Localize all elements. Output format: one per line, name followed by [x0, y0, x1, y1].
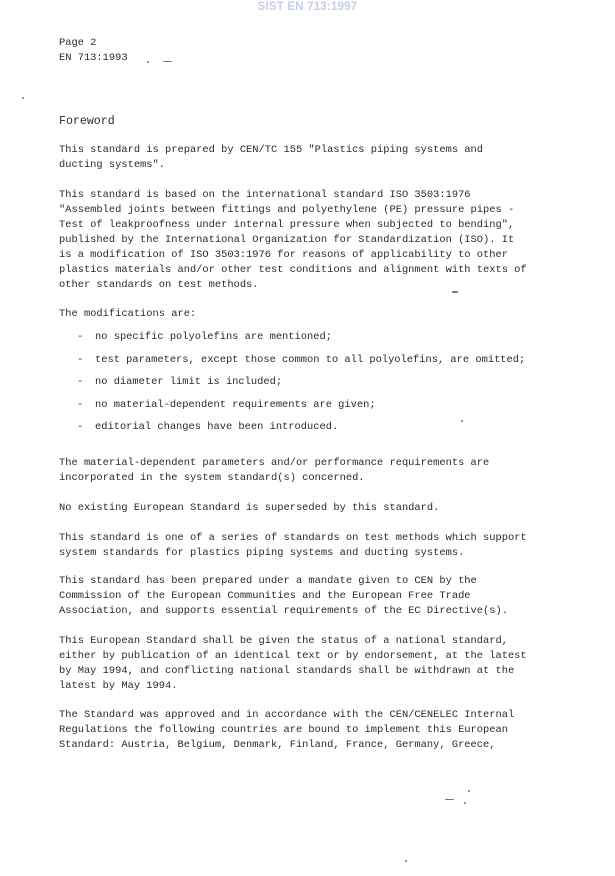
page-number: Page 2 [59, 37, 97, 49]
paragraph-status: This European Standard shall be given the status of a national standard, either by publication of an identical text or by endorsement, at the latest by May 1994, and conflicting national standards shall be withdrawn at the latest by May 1994. [59, 635, 527, 692]
paragraph-supersede: No existing European Standard is superseded by this standard. [59, 502, 440, 514]
scan-speck [445, 799, 454, 800]
watermark: SIST EN 713:1997 [257, 1, 358, 13]
paragraph-material-dependent: The material-dependent parameters and/or performance requirements are incorporated in the system standard(s) concerned. [59, 457, 490, 484]
list-item [77, 353, 525, 376]
scan-speck [147, 61, 149, 63]
list-item-text: no material-dependent requirements are given; [95, 398, 376, 411]
bullet-dash: - [77, 398, 84, 411]
scan-speck [468, 790, 470, 792]
list-item [77, 375, 525, 398]
list-item-text: no diameter limit is included; [95, 376, 283, 388]
page-header [59, 36, 128, 66]
paragraph-series: This standard is one of a series of standards on test methods which support system standards for plastics piping systems and ducting systems. [59, 532, 527, 559]
scan-speck [464, 802, 466, 804]
paragraph-based-on: This standard is based on the international standard ISO 3503:1976 "Assembled joints between fittings and polyethylene (PE) pressure pipes - Test of leakproofness under internal pressure when subjected to bending", published by the International Organization for Standardization (ISO). It is a modification of ISO 3503:1976 for reasons of applicability to other plastics materials and/or other test conditions and alignment with texts of other standards on test methods. [59, 189, 527, 291]
paragraph-mandate: This standard has been prepared under a mandate given to CEN by the Commission of the European Communities and the European Free Trade Association, and supports essential requirements of the EC Directive(s). [59, 575, 508, 617]
list-item-text: no specific polyolefins are mentioned; [95, 331, 332, 343]
modifications-list [77, 330, 525, 443]
bullet-dash: - [77, 353, 84, 366]
foreword-heading: Foreword [59, 115, 115, 128]
scan-speck [22, 97, 24, 99]
paragraph-approval: The Standard was approved and in accordance with the CEN/CENELEC Internal Regulations the following countries are bound to implement this European Standard: Austria, Belgium, Denmark, Finland, France, Germany, Greece, [59, 709, 515, 751]
bullet-dash: - [77, 376, 84, 388]
paragraph-prepared-by: This standard is prepared by CEN/TC 155 "Plastics piping systems and ducting systems". [59, 144, 484, 171]
list-item-text: test parameters, except those common to all polyolefins, are omitted; [95, 353, 526, 366]
list-item [77, 330, 525, 353]
bullet-dash: - [77, 421, 84, 433]
scan-speck [452, 291, 458, 293]
list-item-text: editorial changes have been introduced. [95, 421, 339, 433]
bullet-dash: - [77, 331, 84, 343]
list-item [77, 420, 525, 443]
scan-speck [405, 860, 407, 862]
document-number: EN 713:1993 [59, 52, 128, 64]
scan-speck [461, 420, 463, 422]
list-item [77, 398, 525, 421]
modifications-intro: The modifications are: [59, 308, 197, 320]
scan-speck [163, 61, 172, 62]
